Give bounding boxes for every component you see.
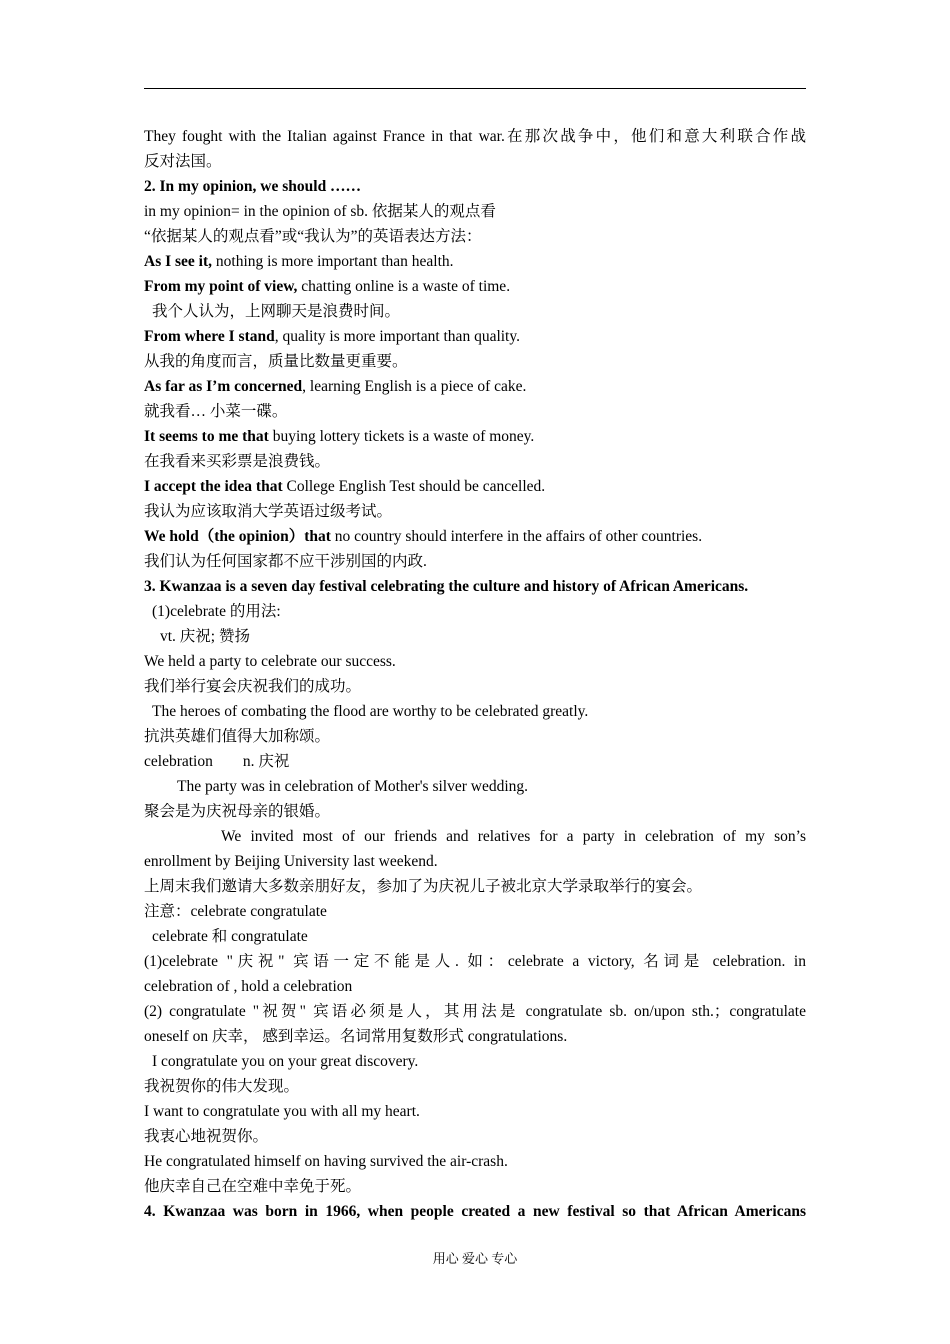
text-line <box>144 249 806 274</box>
text-line <box>144 749 806 774</box>
text-line <box>144 649 806 674</box>
line-bold-lead: From where I stand <box>144 328 275 345</box>
line-text: 从我的角度而言，质量比数量更重要。 <box>144 353 408 370</box>
line-text: oneself on 庆幸， 感到幸运。名词常用复数形式 congratulations. <box>144 1028 568 1045</box>
page-footer: 用心 爱心 专心 <box>432 1251 518 1266</box>
text-line <box>144 674 806 699</box>
text-line <box>144 1199 806 1224</box>
text-line <box>144 299 806 324</box>
text-line <box>144 524 806 549</box>
line-text: 我认为应该取消大学英语过级考试。 <box>144 503 393 520</box>
text-line <box>144 449 806 474</box>
line-bold-lead: We hold（the opinion）that <box>144 528 331 545</box>
line-bold-lead: From my point of view, <box>144 278 298 295</box>
text-line <box>144 474 806 499</box>
line-text: 在我看来买彩票是浪费钱。 <box>144 453 331 470</box>
text-line <box>144 899 806 924</box>
line-text: 2. In my opinion, we should …… <box>144 178 362 195</box>
line-bold-lead: As far as I’m concerned <box>144 378 303 395</box>
text-line <box>144 1149 806 1174</box>
line-gloss: n. 庆祝 <box>242 753 290 770</box>
text-line <box>144 499 806 524</box>
text-line <box>144 624 806 649</box>
line-text: 我们举行宴会庆祝我们的成功。 <box>144 678 362 695</box>
line-rest: , learning English is a piece of cake. <box>302 378 527 395</box>
line-text: I congratulate you on your great discovery. <box>152 1053 419 1070</box>
line-text: We held a party to celebrate our success. <box>144 653 396 670</box>
line-text: (1)celebrate "庆祝" 宾语一定不能是人. 如：celebrate a victory, 名词是 celebration. in <box>144 953 806 970</box>
line-rest: no country should interfere in the affairs of other countries. <box>330 528 703 545</box>
line-text: celebration of , hold a celebration <box>144 978 353 995</box>
text-line <box>144 799 806 824</box>
text-line <box>144 574 806 599</box>
text-line <box>144 974 806 999</box>
text-line <box>144 174 806 199</box>
line-text: 4. Kwanzaa was born in 1966, when people created a new festival so that African Americans <box>144 1203 806 1220</box>
line-bold-lead: It seems to me that <box>144 428 269 445</box>
line-rest: College English Test should be cancelled. <box>282 478 546 495</box>
text-line <box>144 774 806 799</box>
text-line <box>144 949 806 974</box>
line-text: 我个人认为，上网聊天是浪费时间。 <box>152 303 401 320</box>
text-line <box>144 999 806 1024</box>
line-rest: chatting online is a waste of time. <box>297 278 511 295</box>
text-line <box>144 874 806 899</box>
text-line <box>144 1099 806 1124</box>
line-text: 注意：celebrate congratulate <box>144 903 327 920</box>
line-text: (1)celebrate 的用法: <box>152 603 281 620</box>
line-rest: nothing is more important than health. <box>212 253 454 270</box>
text-line <box>144 924 806 949</box>
line-text: 他庆幸自己在空难中幸免于死。 <box>144 1178 362 1195</box>
text-line <box>144 549 806 574</box>
text-line <box>144 424 806 449</box>
text-line <box>144 274 806 299</box>
line-text: 我衷心地祝贺你。 <box>144 1128 269 1145</box>
line-text: celebrate 和 congratulate <box>152 928 308 945</box>
text-line <box>144 1049 806 1074</box>
line-text: “依据某人的观点看”或“我认为”的英语表达方法： <box>144 228 482 245</box>
line-bold-lead: As I see it, <box>144 253 213 270</box>
line-text: in my opinion= in the opinion of sb. 依据某人的观点看 <box>144 203 496 220</box>
text-line <box>144 849 806 874</box>
text-line <box>144 224 806 249</box>
line-text: 我们认为任何国家都不应干涉别国的内政. <box>144 553 427 570</box>
line-text: vt. 庆祝; 赞扬 <box>160 628 250 645</box>
text-line <box>144 599 806 624</box>
line-text: 抗洪英雄们值得大加称颂。 <box>144 728 331 745</box>
document-body <box>144 124 806 1224</box>
line-text: (2) congratulate "祝贺" 宾语必须是人，其用法是 congratulate sb. on/upon sth.；congratulate <box>144 1003 806 1020</box>
line-text: 反对法国。 <box>144 153 222 170</box>
line-text: 3. Kwanzaa is a seven day festival celebrating the culture and history of African Americans. <box>144 578 749 595</box>
line-rest: buying lottery tickets is a waste of money. <box>268 428 535 445</box>
text-line <box>144 399 806 424</box>
text-line <box>144 324 806 349</box>
text-line <box>144 149 806 174</box>
text-line <box>144 1124 806 1149</box>
line-text: They fought with the Italian against France in that war.在那次战争中，他们和意大利联合作战 <box>144 128 806 145</box>
line-text: We invited most of our friends and relatives for a party in celebration of my son’s <box>221 828 806 845</box>
line-text: The heroes of combating the flood are worthy to be celebrated greatly. <box>152 703 589 720</box>
line-bold-lead: I accept the idea that <box>144 478 283 495</box>
line-text: 我祝贺你的伟大发现。 <box>144 1078 300 1095</box>
line-text: He congratulated himself on having survived the air-crash. <box>144 1153 508 1170</box>
line-text: enrollment by Beijing University last weekend. <box>144 853 438 870</box>
text-line <box>144 199 806 224</box>
text-line <box>144 1074 806 1099</box>
line-text: 上周末我们邀请大多数亲朋好友，参加了为庆祝儿子被北京大学录取举行的宴会。 <box>144 878 703 895</box>
line-text: 聚会是为庆祝母亲的银婚。 <box>144 803 331 820</box>
text-line <box>144 699 806 724</box>
text-line <box>144 124 806 149</box>
line-text: I want to congratulate you with all my heart. <box>144 1103 420 1120</box>
line-rest: , quality is more important than quality. <box>274 328 520 345</box>
header-rule <box>144 88 806 89</box>
text-line <box>144 724 806 749</box>
line-text: 就我看… 小菜一碟。 <box>144 403 288 420</box>
line-text: celebration <box>144 753 213 770</box>
text-line <box>144 1024 806 1049</box>
text-line <box>144 824 806 849</box>
line-text: The party was in celebration of Mother's silver wedding. <box>177 778 529 795</box>
text-line <box>144 349 806 374</box>
text-line <box>144 374 806 399</box>
text-line <box>144 1174 806 1199</box>
